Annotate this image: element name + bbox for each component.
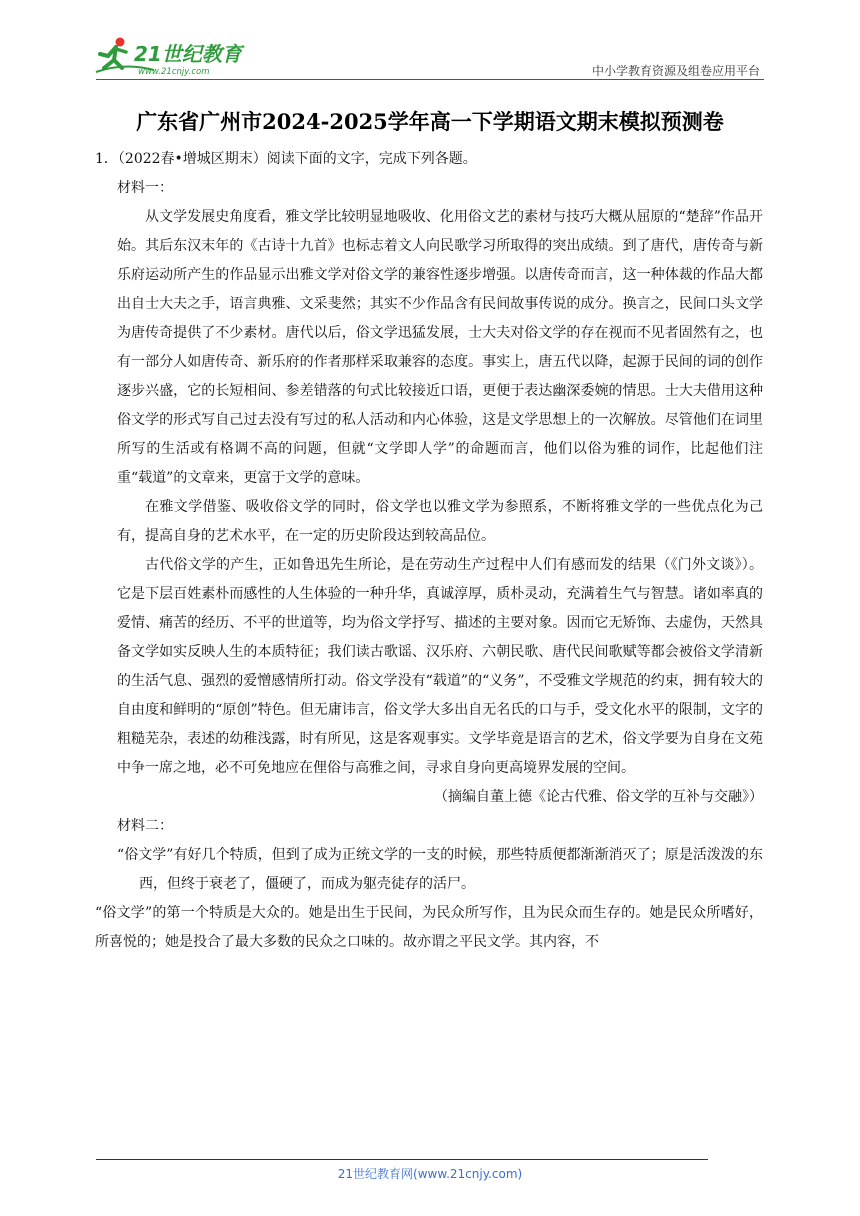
material-2-label: 材料二：: [117, 818, 173, 834]
logo-text: 21世纪教育: [134, 42, 242, 66]
material-1-paragraph: 从文学发展史角度看，雅文学比较明显地吸收、化用俗文艺的素材与技巧大概从屈原的“楚辞”作品开始。其后东汉末年的《古诗十九首》也标志着文人向民歌学习所取得的突出成绩。到了唐代，唐传奇与新乐府运动所产生的作品显示出雅文学对俗文学的兼容性逐步增强。以唐传奇而言，这一种体裁的作品大都出自士大夫之手，语言典雅、文采斐然；其实不少作品含有民间故事传说的成分。换言之，民间口头文学为唐传奇提供了不少素材。唐代以后，俗文学迅猛发展，士大夫对俗文学的存在视而不见者固然有之，也有一部分人如唐传奇、新乐府的作者那样采取兼容的态度。事实上，唐五代以降，起源于民间的词的创作逐步兴盛，它的长短相间、参差错落的句式比较接近口语，更便于表达幽深委婉的情思。士大夫借用这种俗文学的形式写自己过去没有写过的私人活动和内心体验，这是文学思想上的一次解放。尽管他们在词里所写的生活或有格调不高的问题，但就“文学即人学”的命题而言，他们以俗为雅的词作，比起他们注重“载道”的文章来，更富于文学的意味。: [117, 209, 763, 486]
footer-site: 21世纪教育网(www.21cnjy.com): [337, 1167, 523, 1181]
material-1-paragraph: 在雅文学借鉴、吸收俗文学的同时，俗文学也以雅文学为参照系，不断将雅文学的一些优点化为己有，提高自身的艺术水平，在一定的历史阶段达到较高品位。: [117, 499, 763, 544]
material-1-label: 材料一：: [117, 180, 173, 196]
platform-name: 中小学教育资源及组卷应用平台: [591, 64, 760, 78]
question-prompt: （2022春•增城区期末）阅读下面的文字，完成下列各题。: [117, 151, 477, 167]
question-number: 1．: [95, 151, 118, 167]
logo-url: www.21cnjy.com: [138, 67, 210, 77]
footer-divider: [96, 1159, 708, 1160]
material-2-paragraph: “俗文学”的第一个特质是大众的。她是出生于民间，为民众所写作，且为民众而生存的。她是民众所嗜好，所喜悦的；她是投合了最大多数的民众之口味的。故亦谓之平民文学。其内容，不: [95, 905, 763, 950]
material-2-paragraph: “俗文学”有好几个特质，但到了成为正统文学的一支的时候，那些特质便都渐渐消灭了；原是活泼泼的东西，但终于衰老了，僵硬了，而成为躯壳徒存的活尸。: [117, 847, 763, 892]
question-line: [95, 145, 763, 174]
material-1-source: （摘编自董上德《论古代雅、俗文学的互补与交融》）: [434, 789, 763, 805]
document-body: [95, 145, 763, 957]
material-1-paragraph: 古代俗文学的产生，正如鲁迅先生所论，是在劳动生产过程中人们有感而发的结果（《门外文谈》）。它是下层百姓素朴而感性的人生体验的一种升华，真诚淳厚，质朴灵动，充满着生气与智慧。诸如率真的爱情、痛苦的经历、不平的世道等，均为俗文学抒写、描述的主要对象。因而它无矫饰、去虚伪，天然具备文学如实反映人生的本质特征；我们读古歌谣、汉乐府、六朝民歌、唐代民间歌赋等都会被俗文学清新的生活气息、强烈的爱憎感情所打动。俗文学没有“载道”的“义务”，不受雅文学规范的约束，拥有较大的自由度和鲜明的“原创”特色。但无庸讳言，俗文学大多出自无名氏的口与手，受文化水平的限制，文字的粗糙芜杂，表述的幼稚浅露，时有所见，这是客观事实。文学毕竟是语言的艺术，俗文学要为自身在文苑中争一席之地，必不可免地应在俚俗与高雅之间，寻求自身向更高境界发展的空间。: [117, 557, 763, 776]
page-title: 广东省广州市2024-2025学年高一下学期语文期末模拟预测卷: [136, 109, 724, 134]
header-divider: [96, 79, 764, 80]
site-logo: [94, 34, 264, 78]
